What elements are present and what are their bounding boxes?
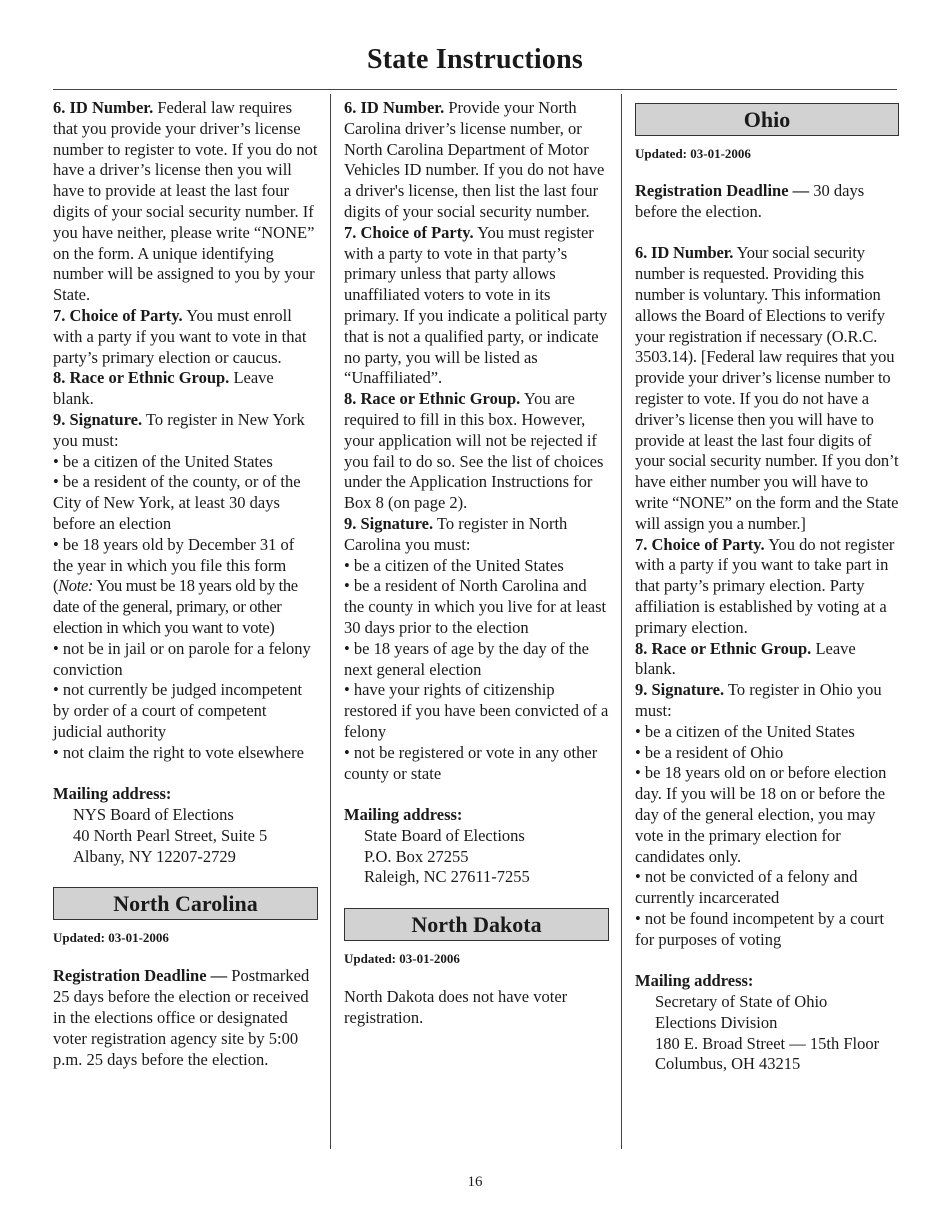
- party-section: [635, 535, 899, 639]
- mailing-line: 180 E. Broad Street — 15th Floor: [655, 1033, 880, 1053]
- requirement-item: • be a citizen of the United States: [344, 555, 564, 575]
- section-heading: 8. Race or Ethnic Group.: [635, 638, 812, 658]
- section-text: To register in Ohio you must:: [635, 680, 882, 720]
- mailing-line: Raleigh, NC 27611-7255: [364, 867, 530, 887]
- section-heading: 6. ID Number.: [635, 243, 734, 263]
- requirement-item: • not be convicted of a felony and currently incarcerated: [635, 867, 858, 908]
- mailing-line: Secretary of State of Ohio: [655, 992, 828, 1012]
- requirement-item: • be a resident of North Carolina and the county in which you live for at least 30 days prior to the election: [344, 576, 607, 637]
- section-text: You do not register with a party if you want to take part in that party’s primary election. Party affiliation is established by voting at a primary election.: [635, 534, 895, 637]
- section-text: You must register with a party to vote in that party’s primary unless that party allows unaffiliated voters to vote in its primary. If you indicate a political party that is not a qualified party, or indicate no party, you will be listed as “Unaffiliated”.: [344, 222, 608, 388]
- title-divider: [53, 89, 897, 90]
- section-heading: 9. Signature.: [635, 680, 725, 700]
- mailing-heading: Mailing address:: [635, 971, 754, 991]
- section-text: 30 days before the election.: [635, 181, 865, 221]
- section-heading: 8. Race or Ethnic Group.: [344, 389, 521, 409]
- section-text: Your social security number is requested. Providing this number is voluntary. This information allows the Board of Elections to verify your registration if necessary (O.R.C. 3503.14). [Federal law requires that you provide your driver’s license number to register to vote. If you do not have a driver’s license then you will have to provide at least the last four digits of your social security number. If you don’t have either number you will have to write “NONE” on the form and the State will assign you a number.]: [635, 243, 899, 533]
- mailing-line: P.O. Box 27255: [364, 846, 469, 866]
- north-dakota-text: North Dakota does not have voter registration.: [344, 987, 568, 1028]
- party-section: [344, 223, 609, 389]
- updated-date: Updated: 03-01-2006: [344, 951, 460, 967]
- section-text: To register in New York you must:: [53, 409, 305, 450]
- column-divider: [621, 94, 622, 1149]
- section-text: Provide your North Carolina driver’s license number, or North Carolina Department of Motor Vehicles ID number. If you do not have a driver's license, then list the last four digits of your social security number.: [344, 98, 605, 221]
- deadline-section: [53, 966, 318, 1070]
- requirement-item: • be 18 years old by December 31 of the year in which you file this form (Note: You must be 18 years old by the date of the general, primary, or other election in which you want to vote): [53, 534, 298, 637]
- requirement-item: • not be found incompetent by a court for purposes of voting: [635, 908, 885, 949]
- requirement-item: • have your rights of citizenship restored if you have been convicted of a felony: [344, 680, 609, 741]
- party-section: [53, 306, 318, 368]
- mailing-line: NYS Board of Elections: [73, 805, 234, 825]
- requirement-item: • be a citizen of the United States: [635, 721, 855, 741]
- mailing-line: 40 North Pearl Street, Suite 5: [73, 825, 268, 845]
- updated-date: Updated: 03-01-2006: [53, 930, 169, 946]
- section-heading: 8. Race or Ethnic Group.: [53, 368, 230, 388]
- requirement-item: • be 18 years of age by the day of the next general election: [344, 638, 589, 679]
- column-ohio: [635, 103, 899, 1075]
- section-heading: 9. Signature.: [53, 409, 143, 429]
- state-header-ohio: Ohio: [635, 103, 899, 136]
- mailing-heading: Mailing address:: [344, 805, 463, 825]
- section-text: Federal law requires that you provide your driver’s license number to register to vote. If you do not have a driver’s license then you will have to provide at least the last four digits of your social security number. If you have neither, please write “NONE” on the form. A unique identifying number will be assigned to you by your State.: [53, 98, 318, 305]
- requirement-item: • not claim the right to vote elsewhere: [53, 742, 304, 762]
- state-header-north-dakota: North Dakota: [344, 908, 609, 941]
- section-text: Leave blank.: [635, 638, 856, 679]
- mailing-line: Albany, NY 12207-2729: [73, 846, 236, 866]
- section-heading: 7. Choice of Party.: [344, 222, 474, 242]
- section-heading: Registration Deadline —: [53, 966, 228, 986]
- section-text: Leave blank.: [53, 368, 274, 409]
- requirement-item: • be 18 years old on or before election day. If you will be 18 on or before the day of the general election, you may vote in the primary election for candidates only.: [635, 763, 887, 866]
- requirement-item: • not be in jail or on parole for a felony conviction: [53, 638, 311, 679]
- requirement-item: • not be registered or vote in any other county or state: [344, 742, 598, 783]
- column-new-york: [53, 98, 318, 1070]
- section-text: To register in North Carolina you must:: [344, 513, 568, 554]
- id-number-section: [344, 98, 609, 223]
- page-number: 16: [467, 1174, 483, 1190]
- section-heading: 6. ID Number.: [344, 98, 445, 117]
- updated-date: Updated: 03-01-2006: [635, 146, 751, 161]
- requirement-item: • be a resident of Ohio: [635, 742, 784, 762]
- section-text: You are required to fill in this box. However, your application will not be rejected if you fail to do so. See the list of choices under the Application Instructions for Box 8 (on page 2).: [344, 389, 604, 513]
- requirement-item: • be a citizen of the United States: [53, 451, 273, 471]
- column-divider: [330, 94, 331, 1149]
- id-number-section: [635, 243, 899, 534]
- requirement-item: • not currently be judged incompetent by order of a court of competent judicial authority: [53, 680, 303, 741]
- section-text: Postmarked 25 days before the election or received in the elections office or designated voter registration agency site by 5:00 p.m. 25 days before the election.: [53, 966, 310, 1069]
- race-section: [344, 389, 609, 514]
- state-header-north-carolina: North Carolina: [53, 887, 318, 920]
- race-section: [635, 639, 899, 681]
- column-north-carolina: [344, 98, 609, 1029]
- mailing-heading: Mailing address:: [53, 784, 172, 804]
- section-heading: 6. ID Number.: [53, 98, 154, 117]
- section-text: You must enroll with a party if you want to vote in that party’s primary election or caucus.: [53, 305, 307, 367]
- race-section: [53, 368, 318, 410]
- section-heading: Registration Deadline —: [635, 181, 810, 200]
- mailing-line: Elections Division: [655, 1012, 778, 1032]
- id-number-section: [53, 98, 318, 306]
- signature-section: [53, 410, 318, 452]
- requirement-item: • be a resident of the county, or of the City of New York, at least 30 days before an election: [53, 472, 301, 533]
- signature-section: [635, 680, 899, 722]
- section-heading: 9. Signature.: [344, 513, 434, 533]
- section-heading: 7. Choice of Party.: [53, 305, 183, 325]
- signature-section: [344, 514, 609, 556]
- section-heading: 7. Choice of Party.: [635, 534, 765, 554]
- note-label: Note:: [58, 576, 94, 596]
- mailing-line: State Board of Elections: [364, 825, 525, 845]
- mailing-line: Columbus, OH 43215: [655, 1054, 801, 1074]
- page-title: State Instructions: [367, 44, 583, 75]
- deadline-section: [635, 181, 899, 223]
